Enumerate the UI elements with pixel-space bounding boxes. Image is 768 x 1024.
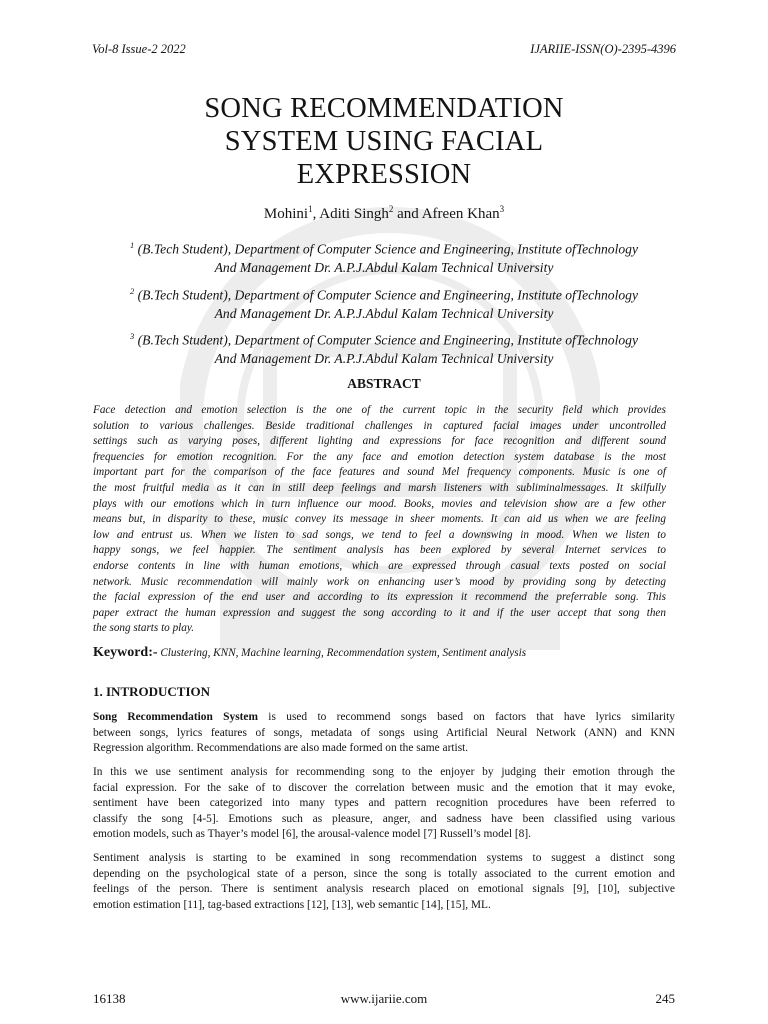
author-affiliation-mark: 2 <box>388 204 394 214</box>
paragraph-line: In this we use sentiment analysis for recommending song to the enjoyer by judging their emotion through the <box>93 766 675 778</box>
affiliation <box>60 236 708 277</box>
paper-title <box>120 92 648 191</box>
abstract-line: solution to various challenges. Beside traditional challenges in captured facial images under uncontrolled <box>93 419 666 432</box>
abstract-line: paper extract the human expression and suggest the song according to it and if the user accept that song then <box>93 606 666 619</box>
abstract-line: network. Music recommendation will mainly work on enhancing user’s mood by providing song by detecting <box>93 575 666 588</box>
abstract-line: the song starts to play. <box>93 622 195 635</box>
journal-volume: Vol-8 Issue-2 2022 <box>92 42 186 56</box>
affiliation-line: (B.Tech Student), Department of Computer Science and Engineering, Institute ofTechnology <box>134 241 638 257</box>
paragraph-line: Regression algorithm. Recommendations are also made formed on the same artist. <box>93 742 469 754</box>
title-line: SONG RECOMMENDATION <box>204 93 564 124</box>
affiliation-line: And Management Dr. A.P.J.Abdul Kalam Technical University <box>214 259 554 275</box>
abstract-line: settings such as varying poses, different lighting and expressions for face recognition and different sound <box>93 435 666 448</box>
abstract-heading: ABSTRACT <box>347 376 421 391</box>
abstract-line: endorse contents in line with human emotions, which are expressed through casual texts posted on social <box>93 559 666 572</box>
page-number: 245 <box>655 991 675 1006</box>
abstract-line: plays with our emotions which in turn influence our mood. Books, movies and television show are a few other <box>93 497 666 510</box>
abstract-line: frequencies for emotion recognition. For the any face and emotion detection system database is the most <box>93 450 666 463</box>
abstract-line: happy songs, we feel happier. The sentiment analysis has been explored by several Internet services to <box>93 544 666 557</box>
keyword-list: Clustering, KNN, Machine learning, Recommendation system, Sentiment analysis <box>157 647 527 659</box>
author-affiliation-mark: 1 <box>308 204 313 214</box>
title-line: SYSTEM USING FACIAL <box>224 126 544 157</box>
keyword-label: Keyword:- <box>93 645 158 660</box>
affiliation-mark: 2 <box>129 286 135 296</box>
paragraph-line: classify the song [4-5]. Emotions such as pleasure, anger, and sadness have been classified using various <box>93 812 675 825</box>
author-name: Mohini <box>263 206 309 222</box>
author-separator: and <box>393 206 422 222</box>
affiliation-mark: 1 <box>129 240 135 250</box>
paragraph-line: emotion models, such as Thayer’s model [6], the arousal-valence model [7] Russell’s model [8]. <box>93 828 532 840</box>
paragraph-line: feelings of the person. There is sentiment analysis research placed on emotional signals [9], [10], subjective <box>93 883 675 895</box>
intro-paragraph-1 <box>93 710 675 757</box>
article-id: 16138 <box>93 991 126 1006</box>
paragraph-line: emotion estimation [11], tag-based extractions [12], [13], web semantic [14], [15], ML. <box>93 898 491 911</box>
author-list <box>0 204 768 223</box>
keywords <box>93 643 693 661</box>
paragraph-line: Sentiment analysis is starting to be examined in song recommendation systems to suggest a distinct song <box>93 852 675 864</box>
paragraph-line: between songs, lyrics features of songs, metadata of songs using Artificial Neural Network (ANN) and KNN <box>93 726 675 739</box>
abstract-line: important part for the comparison of the face features and sound Mel frequency components. Music is one of <box>93 466 666 479</box>
abstract-line: low and entrust us. When we listen to sad songs, we tend to feel a downswing in mood. When we listen to <box>93 528 666 541</box>
author-separator: , <box>312 206 320 222</box>
affiliation <box>60 327 708 368</box>
intro-paragraph-3 <box>93 851 675 913</box>
title-line: EXPRESSION <box>296 159 472 190</box>
paragraph-text: is used to recommend songs based on factors that have lyrics similarity <box>257 711 675 723</box>
paragraph-line: sentiment have been categorized into many types and pattern recognition procedures have been referred to <box>93 797 675 809</box>
intro-paragraph-2 <box>93 765 675 843</box>
affiliation-line: (B.Tech Student), Department of Computer Science and Engineering, Institute ofTechnology <box>134 287 638 303</box>
affiliation-line: And Management Dr. A.P.J.Abdul Kalam Technical University <box>214 305 554 321</box>
paragraph-line: depending on the psychological state of a person, since the song is totally associated to the current emotion and <box>93 867 675 880</box>
author-name: Afreen Khan <box>421 206 500 222</box>
paragraph-line: facial expression. For the sake of to discover the correlation between music and the emotion that it may evoke, <box>93 781 675 794</box>
author-name: Aditi Singh <box>319 206 389 222</box>
abstract-body <box>93 403 666 637</box>
abstract-line: the most fruitful media as it can in still deep feelings and marsh listeners with subliminalmessages. It skilfully <box>93 481 666 494</box>
affiliation <box>60 282 708 323</box>
affiliation-line: And Management Dr. A.P.J.Abdul Kalam Technical University <box>214 350 554 366</box>
bold-term: Song Recommendation System <box>93 711 258 723</box>
author-affiliation-mark: 3 <box>499 204 505 214</box>
affiliation-line: (B.Tech Student), Department of Computer Science and Engineering, Institute ofTechnology <box>134 332 638 348</box>
abstract-line: the facial expression of the end user and according to its expression it recommend the preferrable song. This <box>93 591 666 604</box>
affiliation-mark: 3 <box>129 331 135 341</box>
page-footer <box>93 991 675 1007</box>
journal-issn: IJARIIE-ISSN(O)-2395-4396 <box>530 42 676 56</box>
section-heading-introduction: 1. INTRODUCTION <box>93 684 211 699</box>
abstract-line: means but, in disparity to these, music convey its message in sheer moments. It can aid us when we are feeling <box>93 513 666 526</box>
journal-website: www.ijariie.com <box>340 991 428 1006</box>
page-header <box>92 42 676 58</box>
abstract-line: Face detection and emotion selection is the one of the current topic in the security field which provides <box>93 404 666 416</box>
